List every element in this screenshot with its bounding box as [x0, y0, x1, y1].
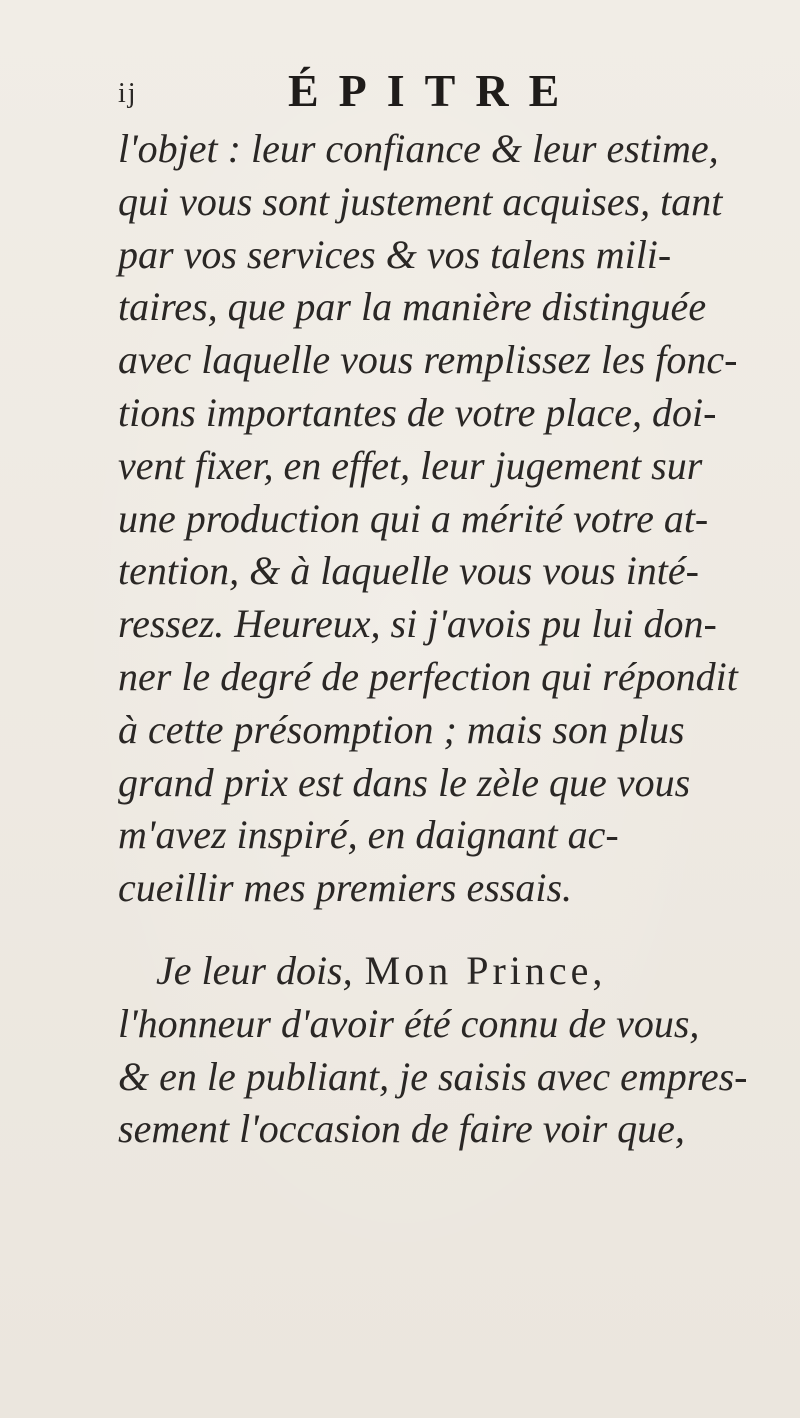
mon-prince-small-caps: Mon Prince,: [364, 947, 607, 993]
paragraph-gap: [118, 915, 758, 945]
text-line-7: vent fixer, en effet, leur jugement sur: [118, 442, 703, 488]
text-line-11: ner le degré de perfection qui répondit: [118, 653, 738, 699]
paragraph-1: [118, 123, 758, 915]
running-head: [118, 65, 718, 118]
text-line-16: [118, 945, 758, 998]
text-line-14: m'avez inspiré, en daignant ac-: [118, 812, 619, 858]
text-line-3: par vos services & vos talens mili-: [118, 231, 672, 277]
text-line-5: avec laquelle vous remplissez les fonc-: [118, 337, 738, 383]
paragraph-2: [118, 945, 758, 1156]
text-line-17: l'honneur d'avoir été connu de vous,: [118, 1000, 700, 1046]
text-line-4: taires, que par la manière distinguée: [118, 284, 707, 330]
text-line-18: & en le publiant, je saisis avec empres-: [118, 1053, 748, 1099]
text-line-12: à cette présomption ; mais son plus: [118, 706, 685, 752]
text-line-8: une production qui a mérité votre at-: [118, 495, 709, 541]
text-line-15: cueillir mes premiers essais.: [118, 865, 573, 911]
text-line-1: l'objet : leur confiance & leur estime,: [118, 126, 719, 171]
text-line-10: ressez. Heureux, si j'avois pu lui don-: [118, 601, 717, 647]
body-text: [118, 123, 758, 1156]
text-line-6: tions importantes de votre place, doi-: [118, 389, 717, 435]
text-line-2: qui vous sont justement acquises, tant: [118, 178, 723, 224]
text-line-16-prefix: Je leur dois,: [156, 947, 353, 993]
page-number: ij: [118, 78, 138, 109]
page-title: ÉPITRE: [288, 65, 580, 116]
text-line-13: grand prix est dans le zèle que vous: [118, 759, 691, 805]
text-line-9: tention, & à laquelle vous vous inté-: [118, 548, 699, 594]
text-line-19: sement l'occasion de faire voir que,: [118, 1106, 685, 1152]
